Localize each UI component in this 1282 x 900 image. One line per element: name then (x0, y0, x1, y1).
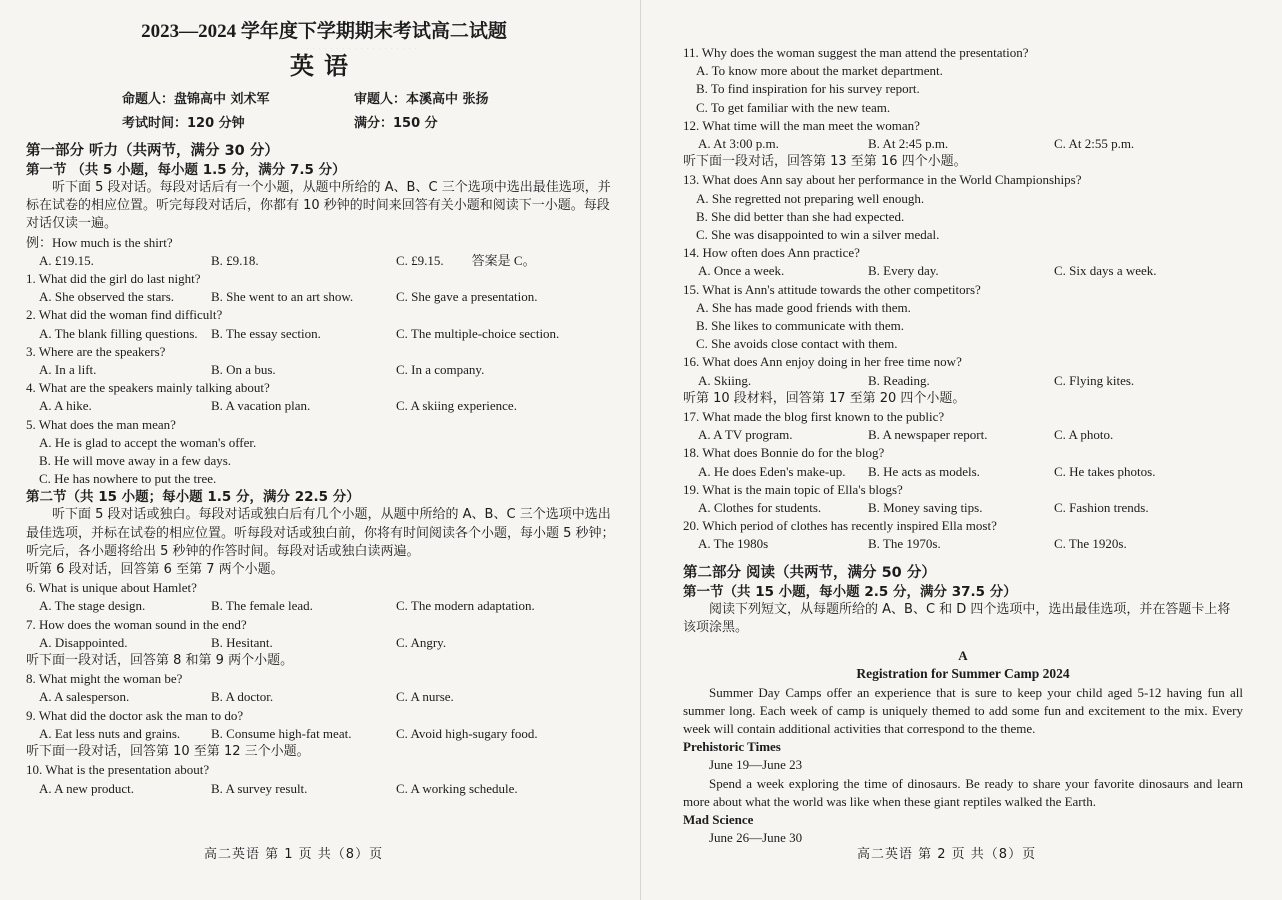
camp-theme-heading: Prehistoric Times (683, 739, 781, 755)
example-options (26, 252, 622, 270)
camp-theme-description: Spend a week exploring the time of dinosaurs. Be ready to share your favorite dinosaurs and learn more about what the world was like when these giant reptiles walked the Earth. (683, 775, 1243, 809)
option-b: B. The essay section. (211, 325, 321, 341)
option-b: B. Reading. (868, 372, 930, 388)
option-b: B. She likes to communicate with them. (696, 318, 904, 334)
question: 11. Why does the woman suggest the man attend the presentation? (683, 45, 1029, 60)
option-a: A. Disappointed. (39, 634, 128, 650)
question: 20. Which period of clothes has recently inspired Ella most? (683, 518, 997, 534)
page-two (641, 0, 1282, 900)
option-a: A. Skiing. (698, 372, 752, 388)
question: 19. What is the main topic of Ella's blogs? (683, 481, 903, 497)
page-footer: 高二英语 第 2 页 共（8）页 (857, 847, 1037, 862)
option-a: A. Once a week. (698, 263, 785, 279)
question: 4. What are the speakers mainly talking about? (26, 380, 270, 396)
options-row (26, 397, 622, 415)
options-row (26, 361, 622, 379)
option-b: B. Every day. (868, 263, 939, 279)
camp-theme-dates: June 26—June 30 (709, 830, 803, 846)
options-row (26, 597, 622, 615)
question-block (26, 707, 622, 743)
option-a: A. The blank filling questions. (39, 325, 198, 341)
question-block (683, 44, 1243, 117)
question-block (683, 481, 1243, 517)
question: 5. What does the man mean? (26, 416, 176, 432)
exam-subject: 英语 (290, 54, 358, 80)
option-c: C. At 2:55 p.m. (1054, 136, 1135, 152)
option-c: C. Avoid high-sugary food. (396, 725, 538, 741)
option-c: C. To get familiar with the new team. (696, 99, 891, 115)
example-answer: 答案是 C。 (471, 252, 536, 268)
option-a: A. At 3:00 p.m. (698, 136, 779, 152)
options-row (683, 135, 1243, 153)
option-b: B. The 1970s. (868, 536, 941, 552)
option-a: A. She observed the stars. (39, 289, 175, 305)
part-two-heading: 第二部分 阅读（共两节，满分 50 分） (683, 564, 936, 581)
reading-section-heading: 第一节（共 15 小题，每小题 2.5 分，满分 37.5 分） (683, 583, 1017, 600)
time-score-row (26, 112, 622, 136)
option-a: A. She has made good friends with them. (696, 299, 911, 315)
option-b: B. A survey result. (211, 780, 308, 796)
reviewer-label: 审题人：本溪高中 张扬 (354, 92, 489, 107)
question: 15. What is Ann's attitude towards the other competitors? (683, 281, 981, 297)
options-row (26, 780, 622, 798)
option-b: B. At 2:45 p.m. (868, 136, 949, 152)
option-a: A. A salesperson. (39, 689, 130, 705)
question-block (26, 616, 622, 652)
options-row (26, 725, 622, 743)
option-c: C. A skiing experience. (396, 398, 517, 414)
camp-theme-heading: Mad Science (683, 811, 754, 827)
option-b: B. Hesitant. (211, 634, 273, 650)
option-c: C. She was disappointed to win a silver medal. (696, 227, 940, 243)
question-block (26, 379, 622, 415)
option-b: B. A vacation plan. (211, 398, 311, 414)
section-two-instructions: 听下面 5 段对话或独白。每段对话或独白后有几个小题，从题中所给的 A、B、C 三个选项中选出最佳选项，并标在试卷的相应位置。听每段对话或独白前，你将有时间阅读各个小题，每小题 5 秒钟；听完后，各小题将给出 5 秒钟的作答时间。每段对话或独白读两遍。 (26, 507, 615, 559)
option-c: C. £9.15. (396, 252, 444, 268)
option-a: A. To know more about the market department. (696, 63, 943, 79)
question: 6. What is unique about Hamlet? (26, 580, 197, 596)
options-row (26, 634, 622, 652)
option-c: C. Six days a week. (1054, 263, 1157, 279)
option-a: A. £19.15. (39, 252, 94, 268)
options-row (683, 372, 1243, 390)
option-a: A. The stage design. (39, 598, 146, 614)
question: 1. What did the girl do last night? (26, 271, 201, 287)
question-block (683, 171, 1243, 244)
option-b: B. She went to an art show. (211, 289, 354, 305)
dialogue-note: 听下面一段对话，回答第 10 至第 12 三个小题。 (26, 744, 310, 760)
question: 7. How does the woman sound in the end? (26, 616, 247, 632)
question-block (683, 408, 1243, 444)
authors-row (26, 88, 622, 112)
option-c: C. In a company. (396, 362, 485, 378)
option-c: C. A nurse. (396, 689, 454, 705)
options-row (683, 463, 1243, 481)
bleed-through-text: . . . . . . . . . . . . . . . . . . . . (300, 38, 417, 52)
option-b: B. He acts as models. (868, 463, 980, 479)
camp-theme-dates: June 19—June 23 (709, 757, 803, 773)
section-one-instructions: 听下面 5 段对话。每段对话后有一个小题，从题中所给的 A、B、C 三个选项中选出最佳选项，并标在试卷的相应位置。听完每段对话后，你都有 10 秒钟的时间来回答有关小题和阅读下一小题。每段对话仅读一遍。 (26, 180, 611, 232)
question-block (683, 517, 1243, 553)
option-a: A. He does Eden's make-up. (698, 463, 846, 479)
question: 9. What did the doctor ask the man to do? (26, 707, 244, 723)
options-row (683, 426, 1243, 444)
question-block (26, 306, 622, 342)
question: 2. What did the woman find difficult? (26, 307, 223, 323)
option-a: A. A hike. (39, 398, 92, 414)
question-block (26, 761, 622, 797)
option-a: A. The 1980s (698, 536, 769, 552)
question: 10. What is the presentation about? (26, 762, 210, 778)
option-c: C. He takes photos. (1054, 463, 1156, 479)
question: 3. Where are the speakers? (26, 343, 166, 359)
example-question: 例：How much is the shirt? (26, 234, 173, 250)
options-row (683, 535, 1243, 553)
passage-title: Registration for Summer Camp 2024 (856, 666, 1070, 682)
dialogue-note: 听下面一段对话，回答第 13 至第 16 四个小题。 (683, 154, 967, 170)
option-c: C. The multiple-choice section. (396, 325, 560, 341)
question-block (683, 444, 1243, 480)
option-a: A. She regretted not preparing well enough. (696, 190, 925, 206)
dialogue-note: 听第 6 段对话，回答第 6 至第 7 两个小题。 (26, 562, 284, 578)
setter-label: 命题人：盘锦高中 刘术军 (122, 92, 270, 107)
part-one-heading: 第一部分 听力（共两节，满分 30 分） (26, 143, 279, 159)
option-b: B. The female lead. (211, 598, 313, 614)
options-row (683, 499, 1243, 517)
question: 16. What does Ann enjoy doing in her free time now? (683, 354, 962, 370)
options-row (26, 688, 622, 706)
option-c: C. She gave a presentation. (396, 289, 538, 305)
option-b: B. He will move away in a few days. (39, 453, 232, 469)
question-block (26, 270, 622, 306)
question: 13. What does Ann say about her performance in the World Championships? (683, 172, 1082, 188)
question: 12. What time will the man meet the woman? (683, 117, 920, 133)
question-block (26, 416, 622, 489)
option-b: B. To find inspiration for his survey report. (696, 81, 920, 97)
option-b: B. Consume high-fat meat. (211, 725, 352, 741)
exam-title: 2023—2024 学年度下学期期末考试高二试题 (141, 21, 507, 42)
option-a: A. Eat less nuts and grains. (39, 725, 181, 741)
reading-instructions: 阅读下列短文，从每题所给的 A、B、C 和 D 四个选项中，选出最佳选项，并在答题卡上将该项涂黑。 (683, 601, 1231, 635)
question: 14. How often does Ann practice? (683, 245, 860, 261)
option-c: C. Fashion trends. (1054, 500, 1149, 516)
question-block (683, 244, 1243, 280)
option-a: A. A new product. (39, 780, 134, 796)
options-row (683, 262, 1243, 280)
option-c: C. He has nowhere to put the tree. (39, 471, 217, 487)
option-b: B. On a bus. (211, 362, 276, 378)
question-block (683, 117, 1243, 153)
section-one-heading: 第一节 （共 5 小题，每小题 1.5 分，满分 7.5 分） (26, 162, 346, 178)
question-block (26, 579, 622, 615)
option-b: B. Money saving tips. (868, 500, 983, 516)
question: 17. What made the blog first known to the public? (683, 409, 945, 425)
option-c: C. She avoids close contact with them. (696, 336, 898, 352)
option-b: B. A newspaper report. (868, 427, 988, 443)
option-b: B. A doctor. (211, 689, 274, 705)
option-a: A. Clothes for students. (698, 500, 822, 516)
page-one-content (26, 20, 622, 798)
page-one (0, 0, 640, 900)
option-b: B. £9.18. (211, 252, 259, 268)
page-footer: 高二英语 第 1 页 共（8）页 (204, 847, 384, 862)
option-c: C. A photo. (1054, 427, 1114, 443)
question-block (683, 281, 1243, 354)
option-c: C. Angry. (396, 634, 447, 650)
section-two-heading: 第二节（共 15 小题；每小题 1.5 分，满分 22.5 分） (26, 489, 360, 506)
option-c: C. The 1920s. (1054, 536, 1127, 552)
question-block (683, 353, 1243, 389)
options-row (26, 325, 622, 343)
option-a: A. He is glad to accept the woman's offer. (39, 434, 257, 450)
page-two-content (683, 44, 1243, 847)
passage-letter: A (958, 648, 968, 664)
dialogue-note: 听下面一段对话，回答第 8 和第 9 两个小题。 (26, 653, 294, 669)
option-c: C. The modern adaptation. (396, 598, 535, 614)
exam-time: 考试时间：120 分钟 (122, 116, 245, 131)
exam-score: 满分：150 分 (354, 116, 438, 131)
question-block (26, 343, 622, 379)
question-block (26, 670, 622, 706)
options-row (26, 288, 622, 306)
passage-paragraph: Summer Day Camps offer an experience that is sure to keep your child aged 5-12 having fun all summer long. Each week of camp is uniquely themed to add some fun and excitement to the mix. Every week will contain additional activities that correspond to the theme. (683, 684, 1243, 736)
option-c: C. Flying kites. (1054, 372, 1135, 388)
option-b: B. She did better than she had expected. (696, 208, 905, 224)
dialogue-note: 听第 10 段材料，回答第 17 至第 20 四个小题。 (683, 390, 966, 406)
option-a: A. A TV program. (698, 427, 793, 443)
option-a: A. In a lift. (39, 362, 97, 378)
question: 18. What does Bonnie do for the blog? (683, 445, 885, 461)
option-c: C. A working schedule. (396, 780, 518, 796)
question: 8. What might the woman be? (26, 671, 183, 687)
